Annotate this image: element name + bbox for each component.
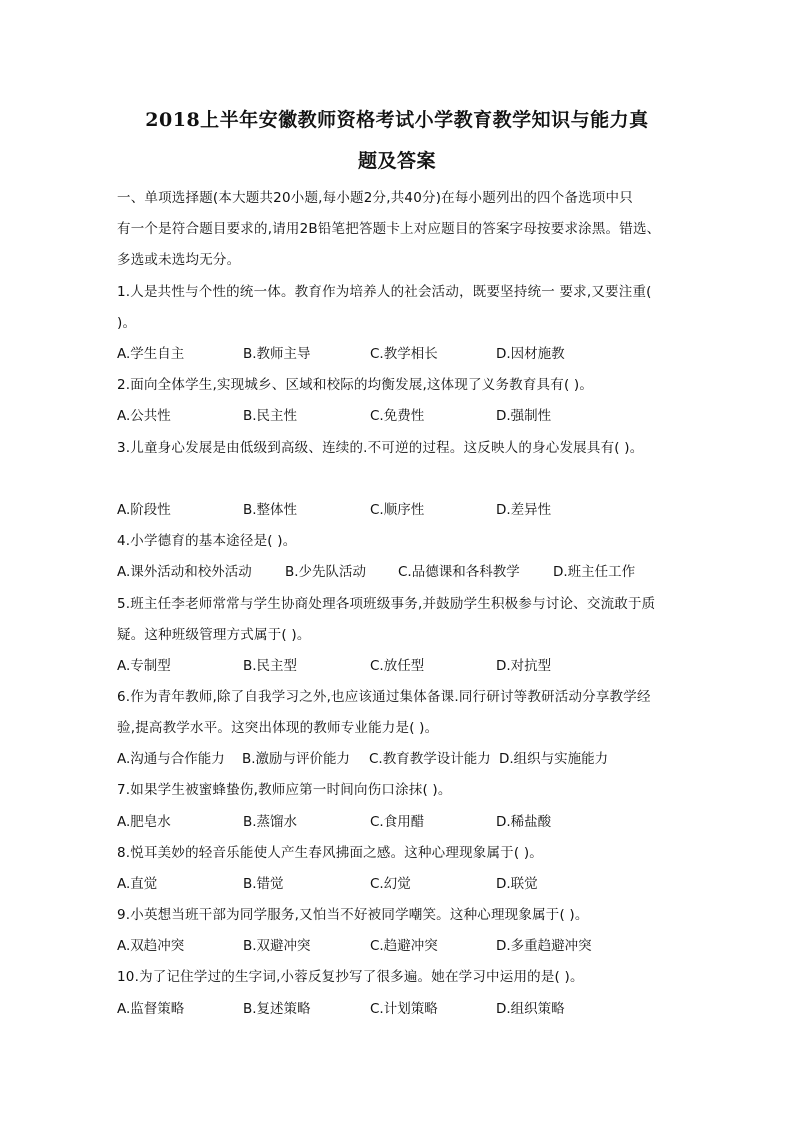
question-stem: 7.如果学生被蜜蜂蛰伤,教师应第一时间向伤口涂抹( )。 [117, 782, 452, 798]
option-d: D.强制性 [496, 408, 552, 424]
option-d: D.组织策略 [496, 1001, 565, 1017]
option-b: B.复述策略 [243, 1001, 311, 1017]
document-title-line-1: 2018上半年安徽教师资格考试小学教育教学知识与能力真 [145, 109, 649, 131]
question-stem: 8.悦耳美妙的轻音乐能使人产生春风拂面之感。这种心理现象属于( )。 [117, 845, 544, 861]
question-stem: 10.为了记住学过的生字词,小蓉反复抄写了很多遍。她在学习中运用的是( )。 [117, 969, 584, 985]
question-options [117, 810, 717, 830]
question-options [117, 654, 717, 674]
question-options [117, 342, 717, 362]
question-options [117, 934, 717, 954]
question-options [117, 997, 717, 1017]
option-d: D.稀盐酸 [496, 814, 552, 830]
option-d: D.组织与实施能力 [499, 751, 609, 767]
option-c: C.顺序性 [370, 502, 425, 518]
option-c: C.趋避冲突 [370, 938, 438, 954]
option-a: A.公共性 [117, 408, 171, 424]
question-stem: 2.面向全体学生,实现城乡、区域和校际的均衡发展,这体现了义务教育具有( )。 [117, 377, 594, 393]
option-c: C.品德课和各科教学 [398, 564, 520, 580]
question-options [117, 498, 717, 518]
option-b: B.教师主导 [243, 346, 311, 362]
question-stem: 6.作为青年教师,除了自我学习之外,也应该通过集体备课.同行研讨等教研活动分享教学经 [117, 689, 651, 705]
option-d: D.对抗型 [496, 658, 552, 674]
option-b: B.民主型 [243, 658, 298, 674]
option-c: C.放任型 [370, 658, 425, 674]
option-c: C.教育教学设计能力 [369, 751, 491, 767]
option-d: D.因材施教 [496, 346, 565, 362]
option-b: B.少先队活动 [285, 564, 367, 580]
question-options [117, 560, 717, 580]
document-title-line-2: 题及答案 [357, 150, 436, 172]
option-b: B.民主性 [243, 408, 298, 424]
question-stem: 9.小英想当班干部为同学服务,又怕当不好被同学嘲笑。这种心理现象属于( )。 [117, 907, 589, 923]
option-b: B.双避冲突 [243, 938, 311, 954]
question-options [117, 872, 717, 892]
option-c: C.免费性 [370, 408, 425, 424]
question-stem: 疑。这种班级管理方式属于( )。 [117, 627, 311, 643]
option-c: C.食用醋 [370, 814, 425, 830]
option-a: A.肥皂水 [117, 814, 171, 830]
option-a: A.直觉 [117, 876, 158, 892]
option-a: A.双趋冲突 [117, 938, 185, 954]
option-b: B.错觉 [243, 876, 284, 892]
option-d: D.班主任工作 [553, 564, 636, 580]
option-a: A.沟通与合作能力 [117, 751, 225, 767]
option-c: C.计划策略 [370, 1001, 438, 1017]
option-d: D.差异性 [496, 502, 552, 518]
question-stem: 5.班主任李老师常常与学生协商处理各项班级事务,并鼓励学生积极参与讨论、交流敢于质 [117, 596, 656, 612]
question-stem: )。 [117, 315, 137, 331]
option-c: C.教学相长 [370, 346, 438, 362]
option-a: A.专制型 [117, 658, 171, 674]
option-b: B.蒸馏水 [243, 814, 298, 830]
option-d: D.联觉 [496, 876, 538, 892]
option-a: A.学生自主 [117, 346, 185, 362]
question-options [117, 747, 717, 767]
option-a: A.课外活动和校外活动 [117, 564, 252, 580]
question-stem: 3.儿童身心发展是由低级到高级、连续的.不可逆的过程。这反映人的身心发展具有( )。 [117, 440, 644, 456]
option-a: A.监督策略 [117, 1001, 185, 1017]
option-c: C.幻觉 [370, 876, 411, 892]
option-b: B.整体性 [243, 502, 298, 518]
question-stem: 4.小学德育的基本途径是( )。 [117, 533, 297, 549]
question-stem: 1.人是共性与个性的统一体。教育作为培养人的社会活动，既要坚持统一 要求,又要注重( [117, 284, 652, 300]
option-b: B.激励与评价能力 [242, 751, 351, 767]
question-options [117, 404, 717, 424]
question-stem: 验,提高教学水平。这突出体现的教师专业能力是( )。 [117, 720, 439, 736]
option-d: D.多重趋避冲突 [496, 938, 592, 954]
option-a: A.阶段性 [117, 502, 171, 518]
section-intro-line: 有一个是符合题目要求的,请用2B铅笔把答题卡上对应题目的答案字母按要求涂黑。错选、 [117, 221, 661, 237]
section-intro-line: 一、单项选择题(本大题共20小题,每小题2分,共40分)在每小题列出的四个备选项中只 [117, 190, 633, 206]
section-intro-line: 多选或未选均无分。 [117, 252, 241, 268]
